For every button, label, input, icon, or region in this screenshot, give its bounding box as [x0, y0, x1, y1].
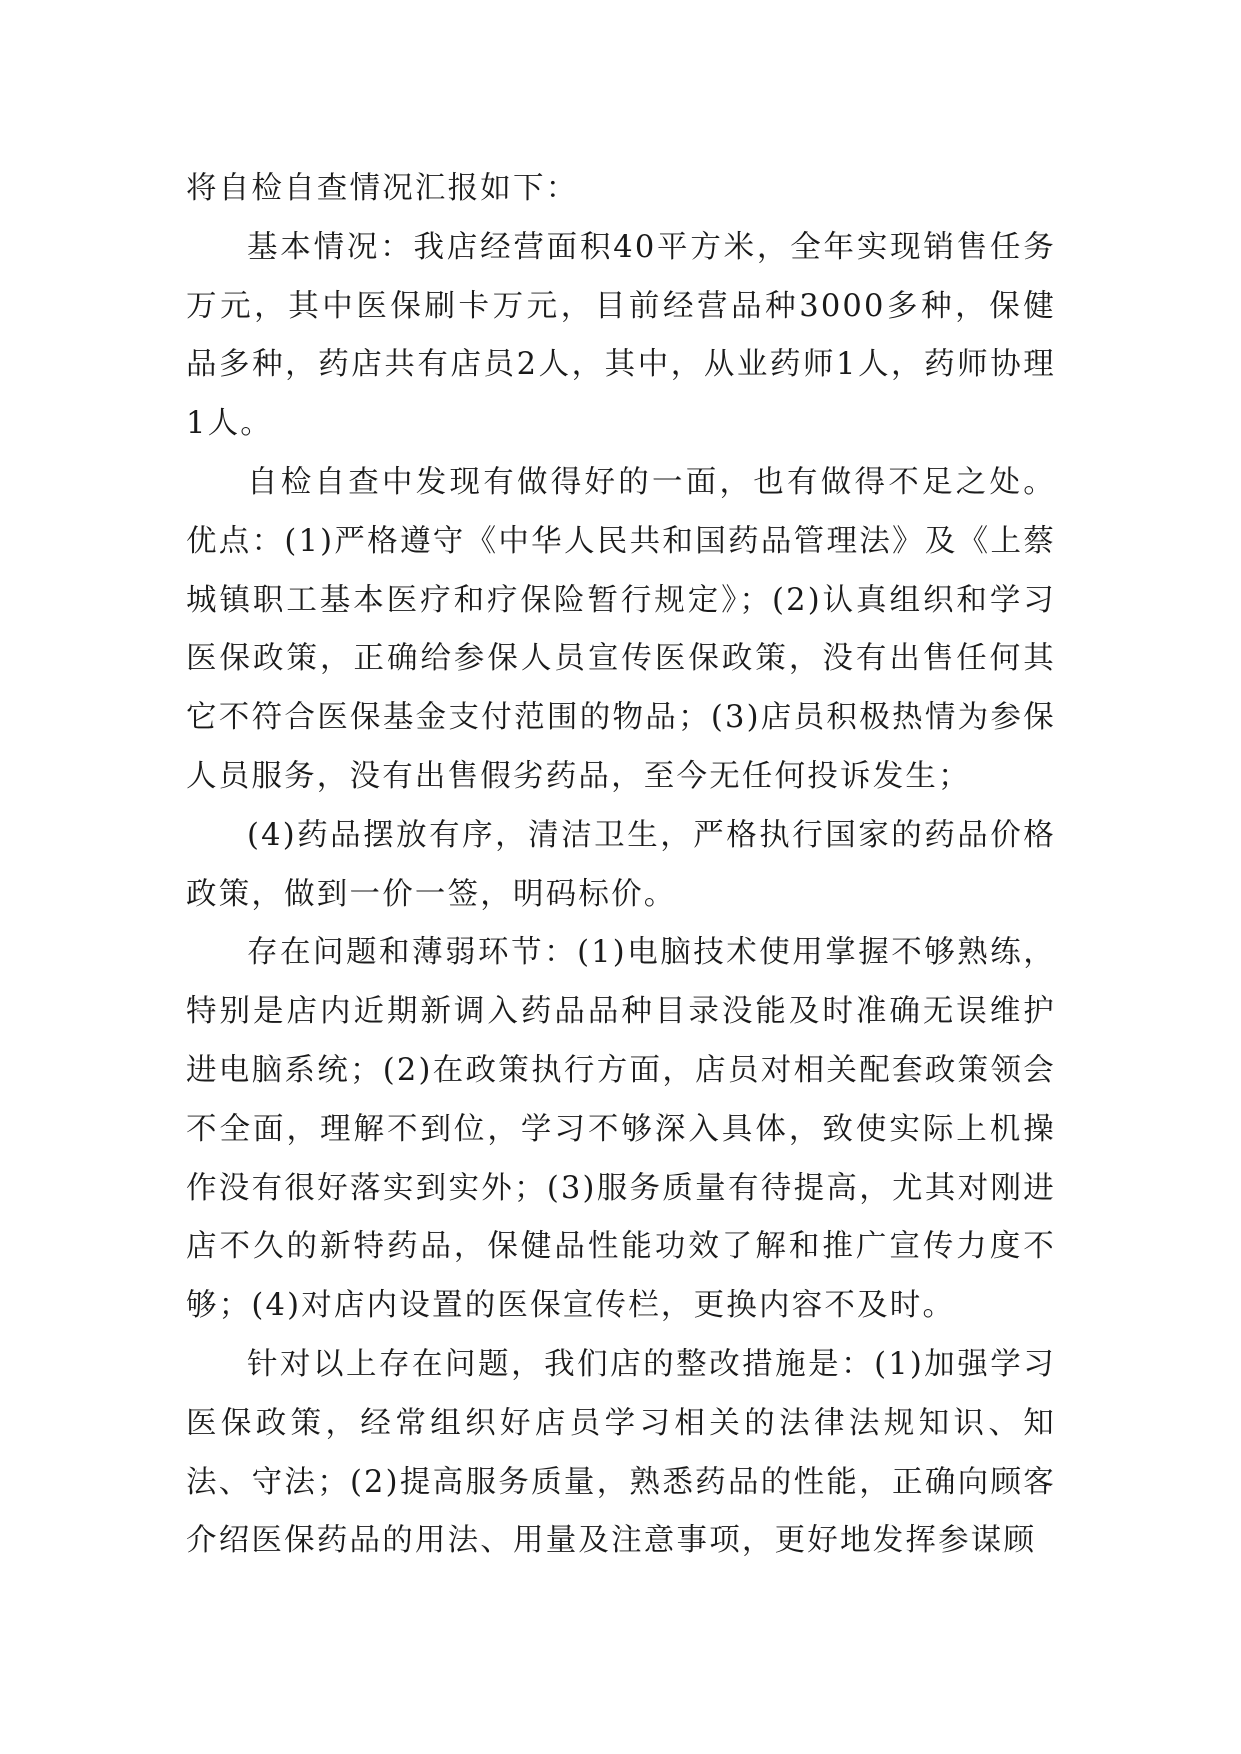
- paragraph-measures: 针对以上存在问题，我们店的整改措施是：(1)加强学习医保政策，经常组织好店员学习相关的法律法规知识、知法、守法；(2)提高服务质量，熟悉药品的性能，正确向顾客介绍医保药品的用法、用量及注意事项，更好地发挥参谋顾: [186, 1346, 1056, 1559]
- paragraph-intro: 将自检自查情况汇报如下：: [186, 171, 579, 206]
- document-body: [186, 160, 1056, 1571]
- paragraph-basic-info: 基本情况：我店经营面积40平方米，全年实现销售任务万元，其中医保刷卡万元，目前经营品种3000多种，保健品多种，药店共有店员2人，其中，从业药师1人，药师协理1人。: [186, 229, 1056, 442]
- paragraph-problems: 存在问题和薄弱环节：(1)电脑技术使用掌握不够熟练，特别是店内近期新调入药品品种目录没能及时准确无误维护进电脑系统；(2)在政策执行方面，店员对相关配套政策领会不全面，理解不到位，学习不够深入具体，致使实际上机操作没有很好落实到实外；(3)服务质量有待提高，尤其对刚进店不久的新特药品，保健品性能功效了解和推广宣传力度不够；(4)对店内设置的医保宣传栏，更换内容不及时。: [186, 935, 1056, 1324]
- paragraph-strength-4: (4)药品摆放有序，清洁卫生，严格执行国家的药品价格政策，做到一价一签，明码标价。: [186, 817, 1056, 912]
- paragraph-strengths: 自检自查中发现有做得好的一面，也有做得不足之处。优点：(1)严格遵守《中华人民共和国药品管理法》及《上蔡城镇职工基本医疗和疗保险暂行规定》；(2)认真组织和学习医保政策，正确给参保人员宣传医保政策，没有出售任何其它不符合医保基金支付范围的物品；(3)店员积极热情为参保人员服务，没有出售假劣药品，至今无任何投诉发生；: [186, 464, 1056, 794]
